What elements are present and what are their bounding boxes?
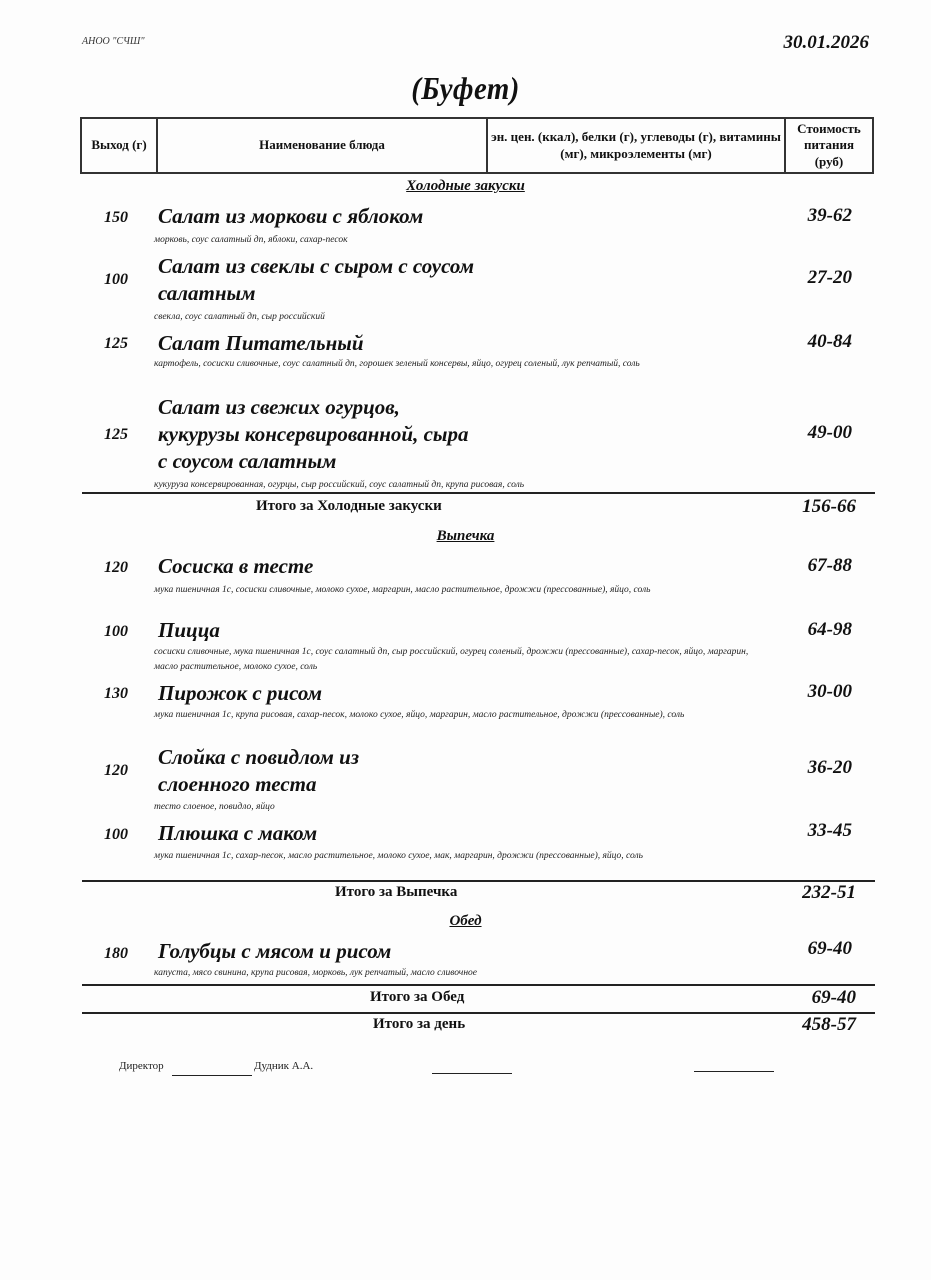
signature-role: Директор (119, 1060, 164, 1072)
menu-date: 30.01.2026 (783, 32, 869, 53)
section-total-label: Итого за Обед (370, 989, 465, 1005)
item-price: 69-40 (807, 938, 852, 959)
section-total-value: 232-51 (802, 882, 856, 903)
item-price: 49-00 (807, 422, 852, 443)
section-title: Обед (449, 913, 482, 929)
item-price: 67-88 (807, 555, 852, 576)
column-weight: Выход (г) (81, 118, 157, 173)
section-total-label: Итого за Выпечка (335, 884, 458, 900)
section-total-row (80, 498, 874, 520)
divider (82, 1012, 875, 1014)
page-title: (Буфет) (411, 70, 520, 106)
day-total-value: 458-57 (802, 1014, 856, 1035)
item-ingredients: мука пшеничная 1с, крупа рисовая, сахар-песок, молоко сухое, яйцо, маргарин, масло растительное, дрожжи (прессованные), соль (154, 710, 685, 720)
signature-line (172, 1075, 252, 1076)
signature-line (432, 1073, 512, 1074)
item-weight: 120 (104, 559, 128, 576)
section-title: Холодные закуски (406, 178, 525, 194)
item-name: Голубцы с мясом и рисом (158, 939, 392, 963)
section-total-value: 156-66 (802, 496, 856, 517)
item-price: 27-20 (807, 267, 852, 288)
item-price: 64-98 (807, 619, 852, 640)
item-weight: 120 (104, 762, 128, 779)
section-total-value: 69-40 (811, 987, 856, 1008)
item-ingredients: кукуруза консервированная, огурцы, сыр российский, соус салатный дп, крупа рисовая, соль (154, 480, 525, 490)
section-total-row (80, 989, 874, 1011)
item-ingredients: морковь, соус салатный дп, яблоки, сахар-песок (154, 235, 348, 245)
item-weight: 125 (104, 335, 128, 352)
column-cost (785, 118, 873, 173)
item-weight: 100 (104, 826, 128, 843)
item-ingredients: мука пшеничная 1с, сахар-песок, масло растительное, молоко сухое, мак, маргарин, дрожжи (прессованные), яйцо, соль (154, 851, 644, 861)
section-title: Выпечка (436, 528, 495, 544)
day-total-row (80, 1016, 874, 1038)
column-name: Наименование блюда (157, 118, 487, 173)
item-price: 36-20 (807, 757, 852, 778)
column-cost-line: (руб) (814, 153, 844, 169)
item-name: Сосиска в тесте (158, 554, 314, 578)
divider (82, 984, 875, 986)
column-nutrition: эн. цен. (ккал), белки (г), углеводы (г), витамины (мг), микроэлементы (мг) (487, 118, 785, 173)
item-price: 33-45 (807, 820, 852, 841)
column-cost-line: Стоимость (797, 121, 861, 137)
item-ingredients: мука пшеничная 1с, сосиски сливочные, молоко сухое, маргарин, масло растительное, дрожжи (прессованные), яйцо, соль (154, 585, 651, 595)
item-ingredients: свекла, соус салатный дп, сыр российский (154, 312, 325, 322)
item-ingredients: картофель, сосиски сливочные, соус салатный дп, горошек зеленый консервы, яйцо, огурец соленый, лук репчатый, соль (154, 359, 640, 369)
item-weight: 100 (104, 623, 128, 640)
divider (82, 880, 875, 882)
day-total-label: Итого за день (373, 1016, 466, 1032)
item-weight: 130 (104, 685, 128, 702)
item-name: Салат из свежих огурцов, кукурузы консервированной, сыра с соусом салатным (158, 395, 469, 473)
organization-name: АНОО "СЧШ" (82, 36, 145, 47)
item-name: Салат из моркови с яблоком (158, 204, 424, 228)
item-price: 39-62 (807, 205, 852, 226)
signature-name: Дудник А.А. (254, 1060, 314, 1072)
item-name: Салат Питательный (158, 331, 364, 355)
item-name: Плюшка с маком (158, 821, 318, 845)
item-name: Слойка с повидлом из слоенного теста (158, 745, 360, 796)
item-name: Пирожок с рисом (158, 681, 322, 705)
signature-line (694, 1071, 774, 1072)
item-name: Салат из свеклы с сыром с соусом салатным (158, 254, 475, 305)
column-cost-line: питания (803, 137, 855, 153)
item-name: Пицца (158, 618, 220, 642)
section-total-label: Итого за Холодные закуски (256, 498, 442, 514)
item-price: 40-84 (807, 331, 852, 352)
item-weight: 100 (104, 271, 128, 288)
item-price: 30-00 (807, 681, 852, 702)
item-ingredients: сосиски сливочные, мука пшеничная 1с, соус салатный дп, сыр российский, огурец соленый, дрожжи (прессованные), сахар-песок, яйцо, маргарин, масло растительное, молоко сухое, соль (154, 647, 749, 672)
section-total-row (80, 884, 874, 906)
item-weight: 125 (104, 426, 128, 443)
item-ingredients: капуста, мясо свинина, крупа рисовая, морковь, лук репчатый, масло сливочное (154, 968, 478, 978)
item-weight: 180 (104, 945, 128, 962)
item-ingredients: тесто слоеное, повидло, яйцо (154, 802, 275, 812)
item-weight: 150 (104, 209, 128, 226)
divider (82, 492, 875, 494)
column-header-table (80, 117, 874, 174)
